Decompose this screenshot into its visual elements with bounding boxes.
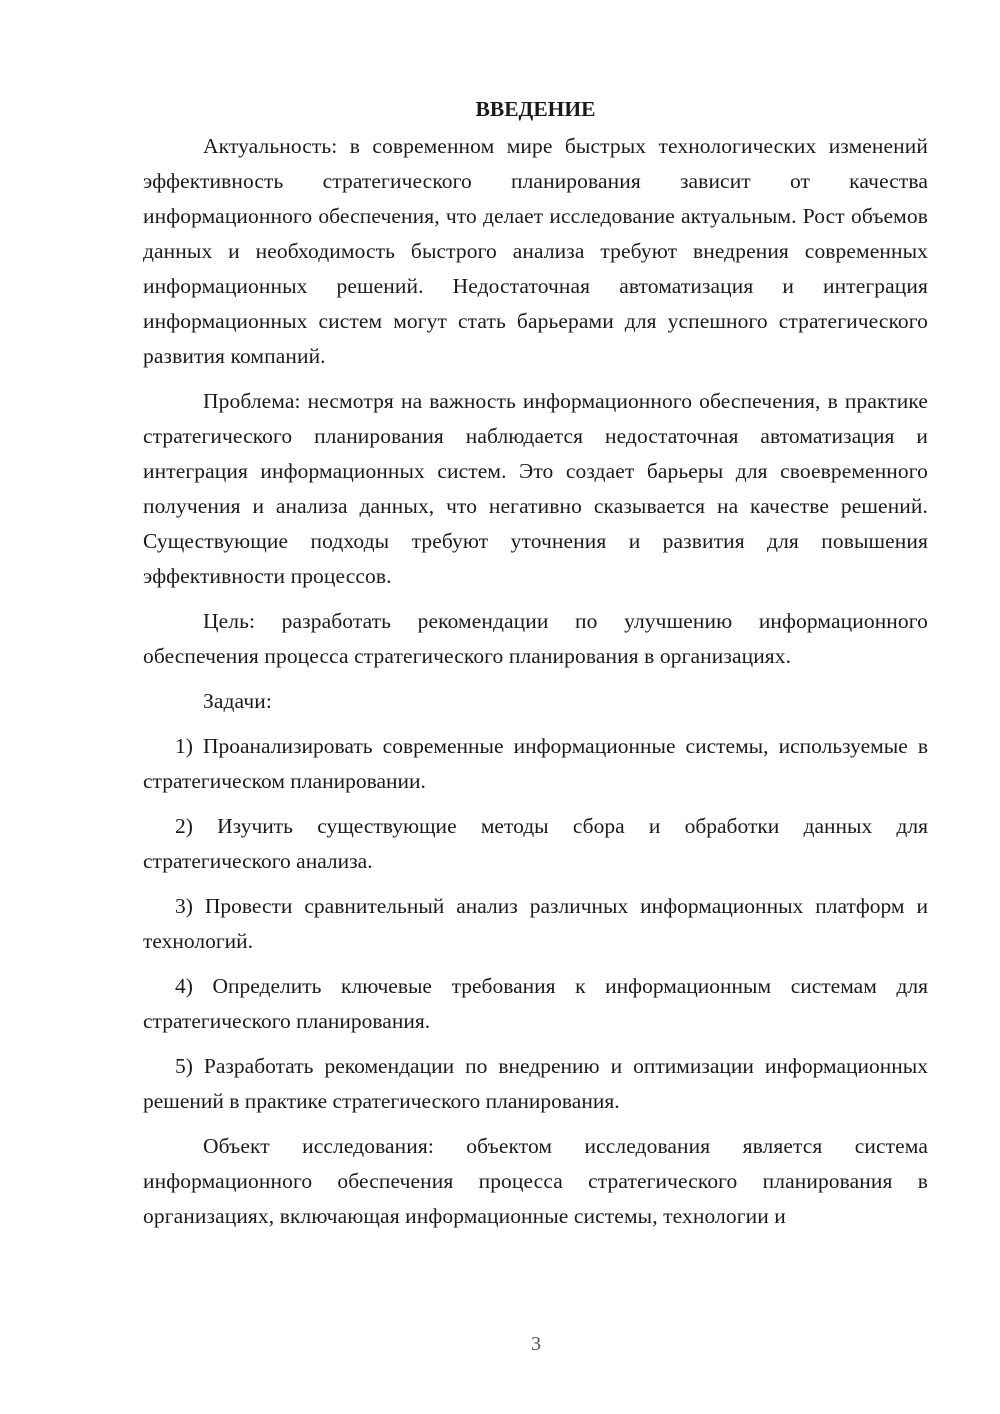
page-number: 3 xyxy=(531,1333,541,1355)
paragraph-problem: Проблема: несмотря на важность информационного обеспечения, в практике стратегического планирования наблюдается недостаточная автоматизация и интеграция информационных систем. Это создает барьеры для своевременного получения и анализа данных, что негативно сказывается на качестве решений. Существующие подходы требуют уточнения и развития для повышения эффективности процессов. xyxy=(143,389,928,588)
tasks-heading: Задачи: xyxy=(203,689,272,713)
tasks-list xyxy=(143,729,928,1119)
paragraph-object: Объект исследования: объектом исследования является система информационного обеспечения процесса стратегического планирования в организациях, включающая информационные системы, технологии и xyxy=(143,1134,928,1228)
paragraph-relevance: Актуальность: в современном мире быстрых технологических изменений эффективность стратегического планирования зависит от качества информационного обеспечения, что делает исследование актуальным. Рост объемов данных и необходимость быстрого анализа требуют внедрения современных информационных решений. Недостаточная автоматизация и интеграция информационных систем могут стать барьерами для успешного стратегического развития компаний. xyxy=(143,134,928,368)
task-item-1: 1) Проанализировать современные информационные системы, используемые в стратегическом планировании. xyxy=(143,734,928,793)
task-item-5: 5) Разработать рекомендации по внедрению и оптимизации информационных решений в практике стратегического планирования. xyxy=(143,1054,928,1113)
task-item-2: 2) Изучить существующие методы сбора и обработки данных для стратегического анализа. xyxy=(143,814,928,873)
paragraph-goal: Цель: разработать рекомендации по улучшению информационного обеспечения процесса стратегического планирования в организациях. xyxy=(143,609,928,668)
section-title: ВВЕДЕНИЕ xyxy=(475,97,596,121)
task-item-4: 4) Определить ключевые требования к информационным системам для стратегического планирования. xyxy=(143,974,928,1033)
document-page xyxy=(143,92,928,1244)
task-item-3: 3) Провести сравнительный анализ различных информационных платформ и технологий. xyxy=(143,894,928,953)
